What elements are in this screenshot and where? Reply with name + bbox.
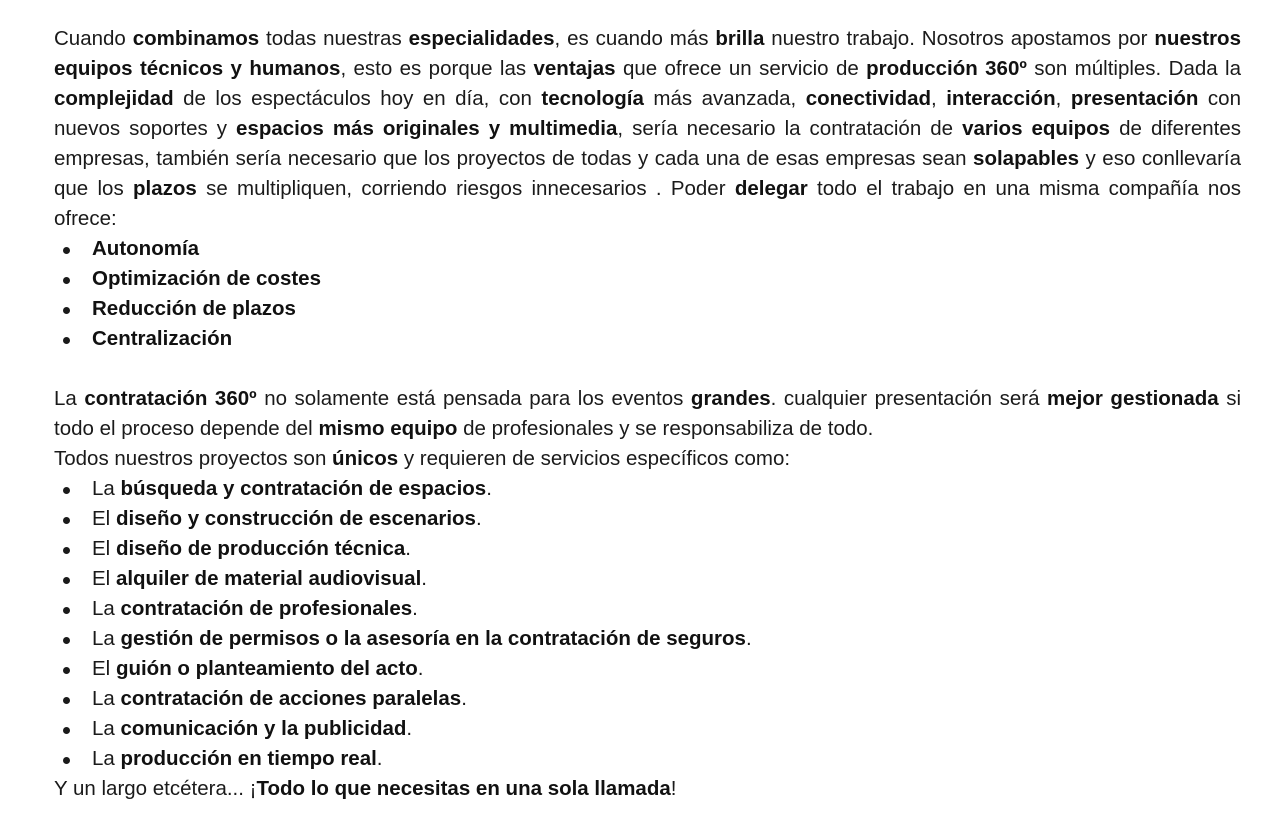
list-item: La gestión de permisos o la asesoría en la contratación de seguros. [54,624,1241,654]
bold-text: contratación 360º [84,387,257,410]
benefits-list [54,234,1241,354]
list-item: Optimización de costes [54,264,1241,294]
document-page [54,0,1241,804]
third-paragraph: Todos nuestros proyectos son únicos y requieren de servicios específicos como: [54,447,791,470]
bold-text: solapables [973,147,1080,170]
bold-text: especialidades [408,27,555,50]
list-item: El diseño y construcción de escenarios. [54,504,1241,534]
bold-text: ventajas [533,57,616,80]
bold-text: nuestros equipos técnicos y humanos [54,27,1241,80]
bold-text: conectividad [805,87,932,110]
list-item: La comunicación y la publicidad. [54,714,1241,744]
list-item: El guión o planteamiento del acto. [54,654,1241,684]
list-item: El diseño de producción técnica. [54,534,1241,564]
bold-text: mejor gestionada [1047,387,1219,410]
bold-text: combinamos [132,27,260,50]
bold-text: producción 360º [866,57,1027,80]
bold-text: grandes [690,387,771,410]
bold-text: interacción [946,87,1056,110]
closing-line: Y un largo etcétera... ¡Todo lo que necesitas en una sola llamada! [54,777,677,800]
second-paragraph: La contratación 360º no solamente está pensada para los eventos grandes. cualquier presentación será mejor gestionada si todo el proceso depende del mismo equipo de profesionales y se responsabiliza de todo. [54,387,1242,440]
list-item: La contratación de acciones paralelas. [54,684,1241,714]
list-item: La contratación de profesionales. [54,594,1241,624]
bold-text: Todo lo que necesitas en una sola llamada [256,777,671,800]
list-item: La producción en tiempo real. [54,744,1241,774]
bold-text: presentación [1070,87,1199,110]
intro-paragraph: Cuando combinamos todas nuestras especialidades, es cuando más brilla nuestro trabajo. Nosotros apostamos por nuestros equipos técnicos y humanos, esto es porque las ventajas que ofrece un servicio de producción 360º son múltiples. Dada la complejidad de los espectáculos hoy en día, con tecnología más avanzada, conectividad, interacción, presentación con nuevos soportes y espacios más originales y multimedia, sería necesario la contratación de varios equipos de diferentes empresas, también sería necesario que los proyectos de todas y cada una de esas empresas sean solapables y eso conllevaría que los plazos se multipliquen, corriendo riesgos innecesarios . Poder delegar todo el trabajo en una misma compañía nos ofrece: [54,27,1241,230]
paragraph-spacer [54,354,1241,384]
bold-text: mismo equipo [318,417,458,440]
list-item: Autonomía [54,234,1241,264]
bold-text: espacios más originales y multimedia [236,117,618,140]
bold-text: brilla [715,27,765,50]
list-item: La búsqueda y contratación de espacios. [54,474,1241,504]
bold-text: únicos [332,447,399,470]
list-item: El alquiler de material audiovisual. [54,564,1241,594]
bold-text: complejidad [54,87,174,110]
bold-text: delegar [734,177,808,200]
list-item: Centralización [54,324,1241,354]
list-item: Reducción de plazos [54,294,1241,324]
services-list [54,474,1241,774]
bold-text: tecnología [541,87,644,110]
bold-text: plazos [132,177,197,200]
bold-text: varios equipos [962,117,1111,140]
